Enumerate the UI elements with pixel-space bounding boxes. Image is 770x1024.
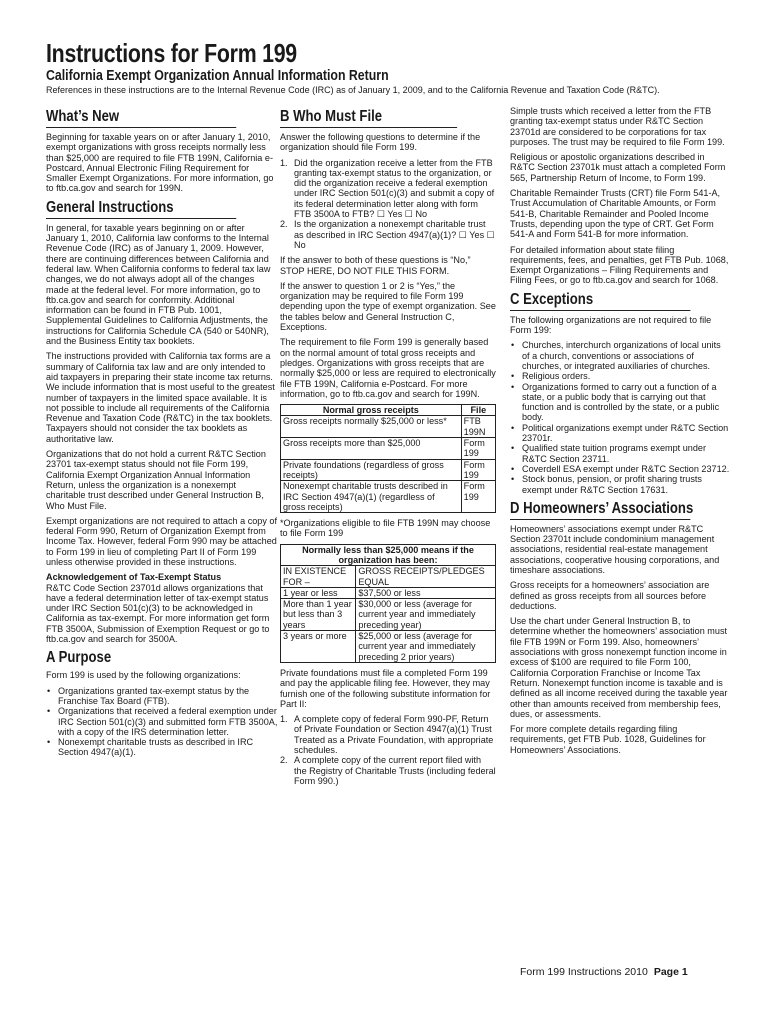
table-row: Gross receipts more than $25,000 Form 199 [281,438,496,460]
acknowledgement-heading: Acknowledgement of Tax-Exempt Status [46,572,222,583]
homeowners-p4: For more complete details regarding filing requirements, get FTB Pub. 1028, Guidelines for Homeowners’ Associations. [510,724,706,755]
footer-label: Form 199 Instructions 2010 [520,966,648,978]
table-title: Normally less than $25,000 means if the organization has been: [281,544,496,566]
detailed-info-text: For detailed information about state filing requirements, fees, and penalties, get FTB Pub. 1068, Exempt Organizations – Filing Requirements and Filing Fees, or go to ftb.ca.gov and search for 1068. [510,244,729,286]
homeowners-heading: D Homeowners’ Associations [510,500,690,520]
homeowners-p3: Use the chart under General Instruction B, to determine whether the homeowners’ association must file FTB 199N or Form 199. Also, homeowners’ associations with gross nonexempt function income in excess of $100 are required to file Form 100, California Corporation Franchise or Income Tax Return. Nonexempt function income is taxable and is defined as all income received during the taxable year other than amounts received from membership fees, dues, or assessments. [510,616,728,719]
list-item: • Nonexempt charitable trusts as described in IRC Section 4947(a)(1). [46,737,278,758]
general-instructions-heading: General Instructions [46,199,236,219]
whats-new-heading: What’s New [46,108,236,128]
answer-yes-text: If the answer to question 1 or 2 is “Yes,” the organization may be required to file Form 199 depending upon the type of exempt organization. See the tables below and General Instruction C, Exceptions. [280,280,496,333]
general-instructions-p3: Organizations that do not hold a current R&TC Section 23701 tax-exempt status should not file Form 199, California Exempt Organization Annual Information Return, unless the organization is a nonexempt charitable trust described under General Instruction B, Who Must File. [46,449,266,511]
list-item: • Coverdell ESA exempt under R&TC Section 23712. [510,464,730,474]
list-item: • Organizations formed to carry out a function of a state, or a public body that is carrying out that function and is controlled by the state, or a public body. [510,382,730,423]
question-2: 2. Is the organization a nonexempt charitable trust as described in IRC Section 4947(a)(1)? ☐ Yes ☐ No [280,219,495,250]
answer-no-text: If the answer to both of these questions is “No,” STOP HERE, DO NOT FILE THIS FORM. [280,255,471,276]
questions-list [280,158,496,251]
whats-new-text: Beginning for taxable years on or after January 1, 2010, exempt organizations with gross receipts normally less than $25,000 are required to file FTB 199N, California e-Postcard, Annual Electronic Filing Requirement for Smaller Exempt Organizations. For more information, go to ftb.ca.gov and search for 199N. [46,132,274,194]
list-item: • Religious orders. [510,371,730,381]
homeowners-p1: Homeowners’ associations exempt under R&TC Section 23701t include condominium management associations, residential real-estate management associations, cooperative housing corporations, and timeshare associations. [510,523,720,575]
table-row: Private foundations (regardless of gross receipts) Form 199 [281,459,496,481]
general-instructions-p1: In general, for taxable years beginning on or after January 1, 2010, California law conforms to the Internal Revenue Code (IRC) as of January 1, 2009. However, there are continuing differences between California and federal law. When California conforms to federal tax law changes, we do not always adopt all of the changes made at the federal level. For more information, go to ftb.ca.gov and search for conformity. Additional information can be found in FTB Pub. 1001, Supplemental Guidelines to California Adjustments, the instructions for California Schedule CA (540 or 540NR), and the Business Entity tax booklets. [46,222,271,347]
existence-table [280,544,496,663]
question-1: 1. Did the organization receive a letter from the FTB granting tax-exempt status to the organization, or did the organization receive a federal exemption under IRC Section 501(c)(3) and submit a copy of its federal determination letter along with form FTB 3500A to FTB? ☐ Yes ☐ No [280,157,495,220]
general-instructions-p4: Exempt organizations are not required to attach a copy of federal Form 990, Return of Organization Exempt from Income Tax. However, federal Form 990 may be attached to Form 199 in lieu of completing Part II of Form 199 unless otherwise provided in these instructions. [46,515,278,567]
table-row: 1 year or less $37,500 or less [281,587,496,598]
references-note: References in these instructions are to the Internal Revenue Code (IRC) as of January 1, 2009, and to the California Revenue and Taxation Code (R&TC). [46,85,660,95]
page-subtitle: California Exempt Organization Annual Information Return [46,68,389,84]
who-must-file-heading: B Who Must File [280,108,457,128]
column-3 [510,106,730,760]
table-header: GROSS RECEIPTS/PLEDGES EQUAL [356,566,496,588]
exceptions-text: The following organizations are not required to file Form 199: [510,314,712,336]
simple-trusts-text: Simple trusts which received a letter from the FTB granting tax-exempt status under R&TC Section 23701d are considered to be corporations for tax purposes. The trust may be required to file Form 199. [510,106,725,147]
who-must-file-intro: Answer the following questions to determine if the organization should file Form 199. [280,132,481,153]
table-row: Gross receipts normally $25,000 or less* FTB 199N [281,416,496,438]
table-row: Nonexempt charitable trusts described in IRC Section 4947(a)(1) (regardless of gross receipts) Form 199 [281,481,496,513]
list-item: 2. A complete copy of the current report filed with the Registry of Charitable Trusts (including federal Form 990.) [280,755,496,786]
crt-text: Charitable Remainder Trusts (CRT) file Form 541-A, Trust Accumulation of Charitable Amounts, or Form 541-B, Charitable Remainder and Pooled Income Trusts, depending upon the type of CRT. Get Form 541-A and Form 541-B for more information. [510,188,721,240]
private-foundations-list [280,714,496,786]
table-note: *Organizations eligible to file FTB 199N may choose to file Form 199 [280,518,491,539]
list-item: • Organizations that received a federal exemption under IRC Section 501(c)(3) and submitted form FTB 3500A, with a copy of the IRS determination letter. [46,706,278,737]
exceptions-heading: C Exceptions [510,291,690,311]
list-item: • Political organizations exempt under R&TC Section 23701r. [510,423,730,444]
gross-receipts-table [280,404,496,513]
table-header: Normal gross receipts [281,405,462,416]
column-2 [280,106,496,791]
requirement-text: The requirement to file Form 199 is generally based on the normal amount of total gross receipts and pledges. Organizations with gross receipts that are normally $25,000 or less are required to electronically file FTB 199N, California e-Postcard. For more information, go to ftb.ca.gov and search for 199N. [280,337,496,399]
religious-orgs-text: Religious or apostolic organizations described in R&TC Section 23701k must attach a completed Form 565, Partnership Return of Income, to Form 199. [510,152,726,183]
table-row: 3 years or more $25,000 or less (average for current year and immediately preceding 2 prior years) [281,631,496,663]
exceptions-list [510,340,730,494]
acknowledgement-text: R&TC Code Section 23701d allows organizations that have a federal determination letter of tax-exempt status under IRC Section 501(c)(3) to be acknowledged in California as tax-exempt. For more information get form FTB 3500A, Submission of Exemption Request or go to ftb.ca.gov and search for 3500A. [46,582,270,645]
table-header: File [461,405,495,416]
purpose-heading: A Purpose [46,649,112,667]
header [46,40,726,96]
list-item: 1. A complete copy of federal Form 990-PF, Return of Private Foundation or Section 4947(a)(1) Trust Treated as a Private Foundation, with appropriate schedules. [280,714,494,756]
column-1 [46,106,278,763]
list-item: • Churches, interchurch organizations of local units of a church, conventions or associations of churches, or integrated auxiliaries of churches. [510,340,730,371]
page-footer [520,966,688,978]
homeowners-p2: Gross receipts for a homeowners’ association are defined as gross receipts from all sources before deductions. [510,580,710,611]
list-item: • Stock bonus, pension, or profit sharing trusts exempt under R&TC Section 17631. [510,474,730,495]
list-item: • Qualified state tuition programs exempt under R&TC Section 23711. [510,443,730,464]
table-row: More than 1 year but less than 3 years $30,000 or less (average for current year and immediately preceding year) [281,599,496,631]
page-title: Instructions for Form 199 [46,38,297,68]
private-foundations-text: Private foundations must file a completed Form 199 and pay the applicable filing fee. However, they may furnish one of the following substitute information for Part II: [280,667,491,709]
purpose-text: Form 199 is used by the following organizations: [46,670,241,681]
page-number: Page 1 [653,966,688,978]
purpose-list [46,686,278,758]
general-instructions-p2: The instructions provided with California tax forms are a summary of California tax law and are only intended to aid taxpayers in preparing their state income tax returns. We include information that is most useful to the greatest number of taxpayers in the limited space available. It is not possible to include all requirements of the California Revenue and Taxation Code (R&TC) in the tax booklets. Taxpayers should not consider the tax booklets as authoritative law. [46,351,275,444]
list-item: • Organizations granted tax-exempt status by the Franchise Tax Board (FTB). [46,686,278,707]
table-header: IN EXISTENCE FOR – [281,566,356,588]
